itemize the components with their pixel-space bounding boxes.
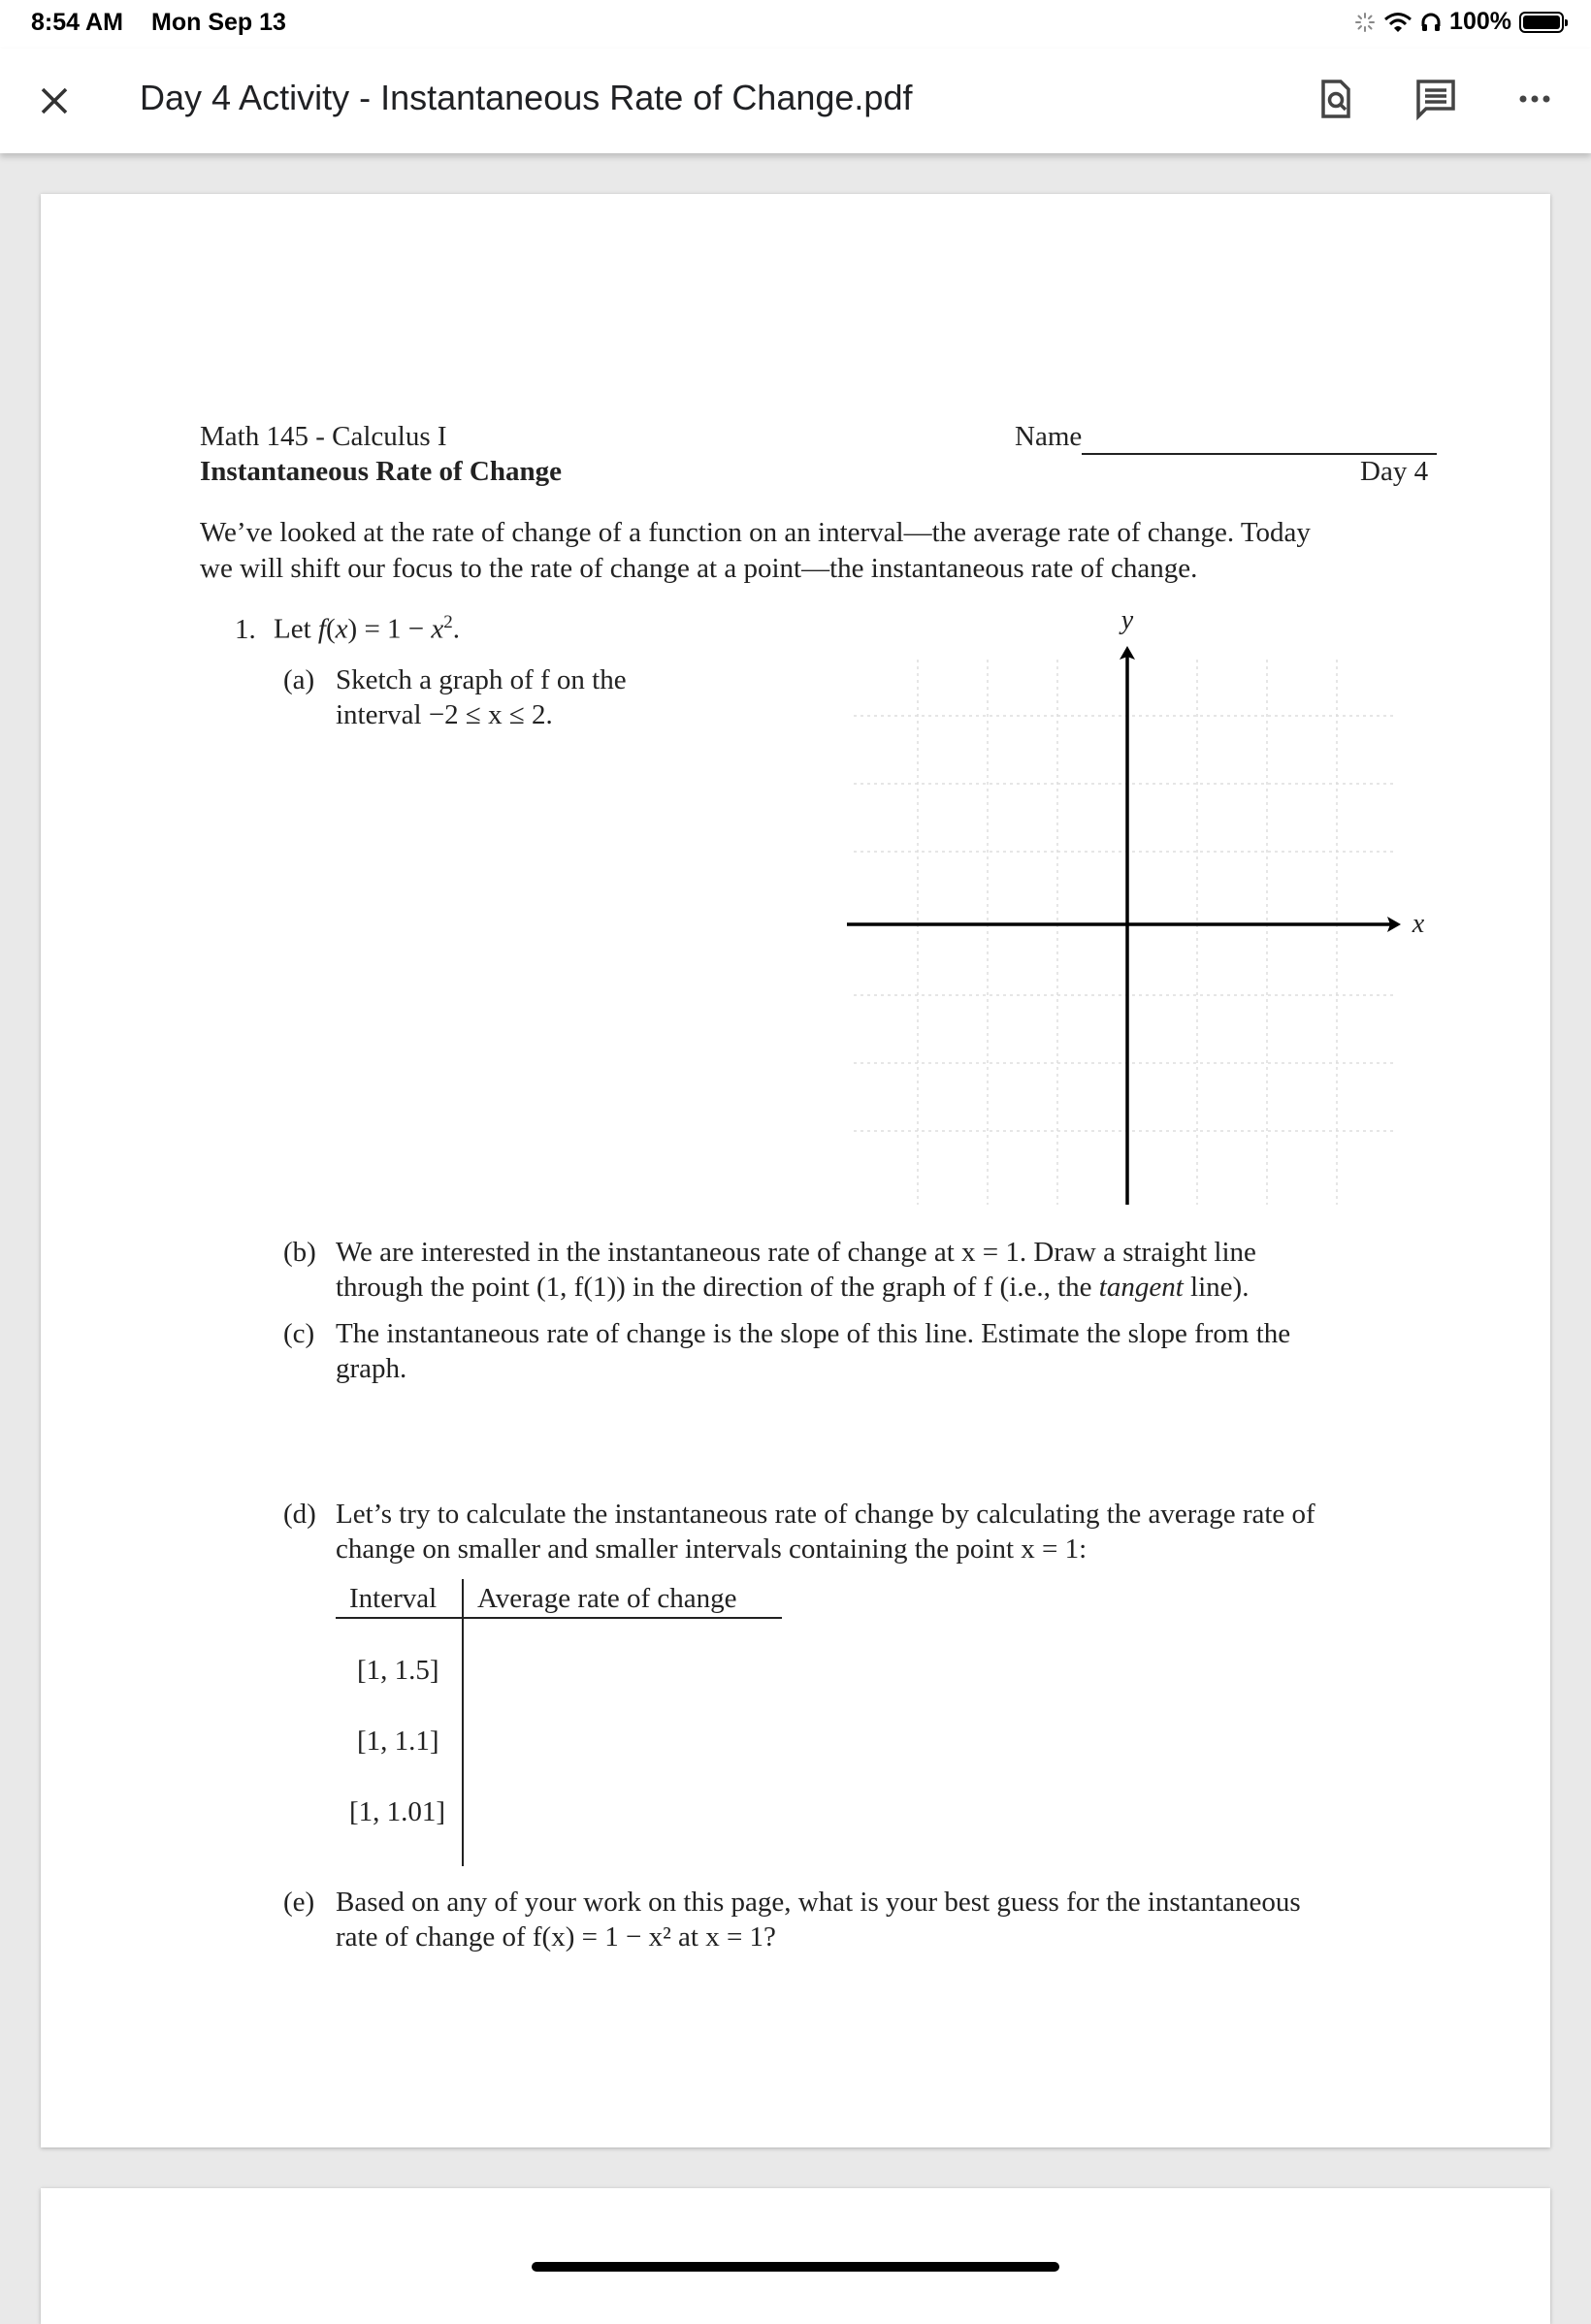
pdf-next-page[interactable] xyxy=(41,2188,1550,2324)
part-b-line-1: We are interested in the instantaneous rate of change at x = 1. Draw a straight line xyxy=(336,1237,1256,1268)
day-label: Day 4 xyxy=(1360,456,1429,487)
y-axis-label: y xyxy=(1120,611,1134,635)
part-a-label: (a) xyxy=(283,664,315,695)
part-c-line-1: The instantaneous rate of change is the slope of this line. Estimate the slope from the xyxy=(336,1318,1291,1349)
status-indicators xyxy=(1354,8,1564,36)
table-row-interval: [1, 1.5] xyxy=(357,1655,439,1686)
table-row-interval: [1, 1.01] xyxy=(349,1796,446,1827)
part-c-line-2: graph. xyxy=(336,1353,407,1384)
activity-spinner-icon xyxy=(1354,12,1376,33)
comment-icon[interactable] xyxy=(1412,76,1459,122)
question-1: 1. Let $f(x) = 1 - x^2$. xyxy=(235,604,460,648)
question-1-number: 1. xyxy=(235,613,256,645)
close-icon[interactable] xyxy=(35,81,74,120)
part-b-line-2: through the point (1, f(1)) in the direction of the graph of f (i.e., the tangent line). xyxy=(336,1272,1250,1303)
part-e-line-2: rate of change of f(x) = 1 − x² at x = 1? xyxy=(336,1921,776,1953)
status-bar xyxy=(0,0,1591,48)
name-field xyxy=(1015,419,1437,455)
part-d-line-1: Let’s try to calculate the instantaneous rate of change by calculating the average rate of xyxy=(336,1499,1315,1530)
name-blank-line xyxy=(1082,424,1437,455)
intro-line-2: we will shift our focus to the rate of change at a point—the instantaneous rate of change. xyxy=(200,553,1198,584)
x-axis-label: x xyxy=(1412,909,1425,939)
status-date: Mon Sep 13 xyxy=(151,9,286,36)
course-name: Math 145 - Calculus I xyxy=(200,421,447,452)
table-header-rate: Average rate of change xyxy=(477,1583,737,1614)
wifi-icon xyxy=(1383,11,1412,34)
status-time: 8:54 AM xyxy=(31,9,123,36)
part-c xyxy=(283,1316,1290,1352)
rate-table-divider xyxy=(462,1579,464,1866)
part-b xyxy=(283,1235,1256,1271)
blank-graph[interactable] xyxy=(844,611,1426,1212)
part-d-label: (d) xyxy=(283,1499,316,1530)
find-in-document-icon[interactable] xyxy=(1312,76,1358,122)
table-row-interval: [1, 1.1] xyxy=(357,1726,439,1757)
part-d xyxy=(283,1497,1315,1533)
table-header-interval: Interval xyxy=(349,1583,438,1614)
part-b-label: (b) xyxy=(283,1237,316,1268)
part-d-line-2: change on smaller and smaller intervals containing the point x = 1: xyxy=(336,1533,1088,1565)
home-indicator[interactable] xyxy=(532,2262,1059,2272)
part-e xyxy=(283,1885,1301,1921)
worksheet-title: Instantaneous Rate of Change xyxy=(200,456,563,487)
part-c-label: (c) xyxy=(283,1318,315,1349)
battery-icon xyxy=(1519,12,1564,33)
viewer-toolbar xyxy=(0,48,1591,153)
part-a-line-2: interval −2 ≤ x ≤ 2. xyxy=(336,699,553,730)
part-e-label: (e) xyxy=(283,1887,315,1918)
part-e-line-1: Based on any of your work on this page, what is your best guess for the instantaneous xyxy=(336,1887,1301,1918)
battery-percent: 100% xyxy=(1449,8,1511,35)
graph-grid xyxy=(854,660,1397,1205)
part-a-line-1: Sketch a graph of f on the xyxy=(336,664,627,695)
part-a xyxy=(283,662,627,698)
document-title: Day 4 Activity - Instantaneous Rate of Change.pdf xyxy=(140,78,913,117)
more-options-icon[interactable] xyxy=(1511,76,1558,122)
headphones-icon xyxy=(1420,12,1442,33)
name-label: Name xyxy=(1015,421,1083,452)
intro-line-1: We’ve looked at the rate of change of a function on an interval—the average rate of change. Today xyxy=(200,517,1311,548)
